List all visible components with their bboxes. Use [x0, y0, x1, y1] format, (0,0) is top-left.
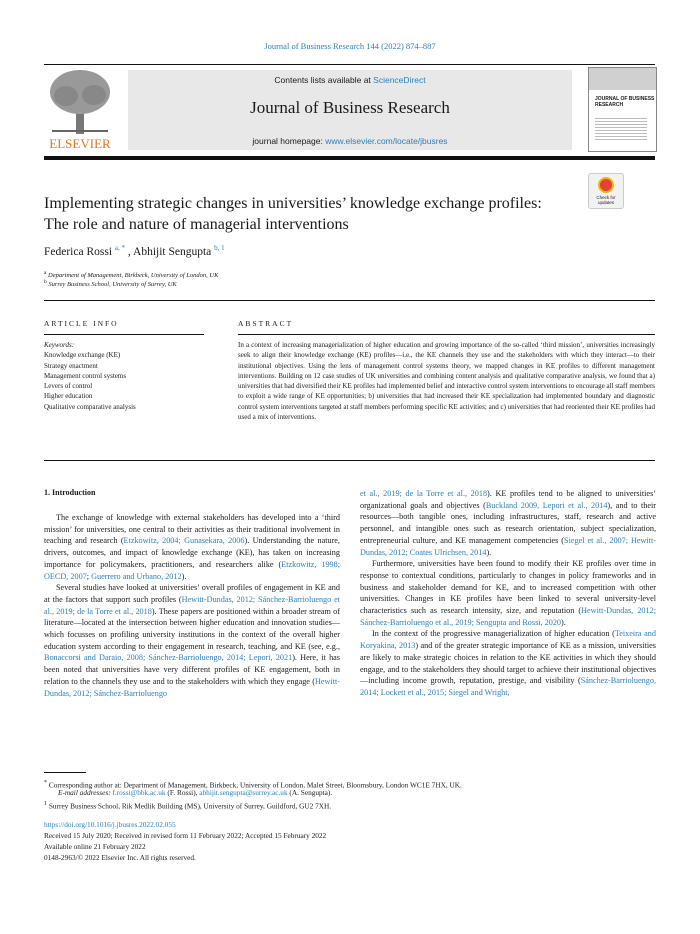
- body-paragraph: [360, 628, 656, 698]
- author-name[interactable]: Federica Rossi: [44, 245, 113, 258]
- body-left-column: [44, 512, 340, 699]
- paragraph-text: Furthermore, universities have been found to modify their KE profiles over time in response to contextual conditions, particularly to changes in policy frameworks and in business and stakeholder demand for KE, and to increased competition with other universities. Changes in KE profiles have been linked to several university-level characteristics such as research intensity, size, and reputation (: [360, 559, 656, 616]
- affiliation-mark: b: [44, 279, 47, 285]
- email-footnote: [58, 788, 658, 798]
- citation-link[interactable]: Guerrero and Urbano, 2012: [91, 571, 182, 581]
- citation-link[interactable]: Hewitt-Dundas, 2012; Sánchez-Barrioluengo et al., 2019; de la Torre et al., 2018: [44, 594, 340, 616]
- author-name[interactable]: Abhijit Sengupta: [133, 245, 212, 258]
- sciencedirect-link[interactable]: ScienceDirect: [373, 75, 426, 85]
- keyword-item: Strategy enactment: [44, 361, 98, 370]
- paragraph-text: ;: [86, 571, 92, 581]
- paragraph-text: ).: [486, 547, 492, 557]
- body-paragraph: [360, 558, 656, 628]
- paragraph-text: ).: [181, 571, 187, 581]
- journal-header-box: [128, 70, 572, 150]
- paragraph-text: ). Here, it has been noted that universities have very different profiles of KE engagement, both in relation to the channels they use and to the stakeholders with which they engage (: [44, 653, 340, 686]
- author-separator: ,: [125, 245, 134, 258]
- author-marks[interactable]: a, *: [114, 244, 126, 252]
- received-dates: Received 15 July 2020; Received in revised form 11 February 2022; Accepted 15 February 2022: [44, 831, 327, 840]
- paragraph-text: ), and to their resources—both tangible ones, including infrastructures, staff, research and active personnel, and intangible ones such as research orientation, subject specialization, entrepreneurial culture, and KE management competencies (: [360, 500, 656, 545]
- journal-title: Journal of Business Research: [250, 98, 450, 117]
- article-info-heading: ARTICLE INFO: [44, 319, 119, 328]
- cover-text-lines: [595, 116, 647, 140]
- article-title: Implementing strategic changes in universities’ knowledge exchange profiles: The role and nature of managerial interventions: [44, 195, 542, 233]
- footnote-rule: [44, 772, 86, 773]
- paragraph-text: ). Understanding the nature, drivers, outcomes, and impact of knowledge exchange (KE), has taken on increasing importance for policymakers, practitioners, and researchers alike (: [44, 536, 340, 569]
- citation-link[interactable]: Teixeira and Koryakina, 2013: [360, 629, 656, 651]
- citation-link[interactable]: Hewitt-Dundas, 2012; Sánchez-Barrioluengo et al., 2019; Sengupta and Rossi, 2020: [360, 606, 656, 627]
- author-list: [44, 244, 225, 258]
- body-paragraph: [44, 512, 340, 582]
- keywords-label: Keywords:: [44, 341, 75, 349]
- citation-link[interactable]: Buckland 2009, Lepori et al., 2014: [485, 500, 608, 510]
- header-bottom-rule: [44, 156, 655, 160]
- corresponding-text: Corresponding author at: Department of Management, Birkbeck, University of London, Malet Street, Bloomsbury, London WC1E 7HX, UK.: [48, 780, 462, 790]
- keyword-item: Levers of control: [44, 382, 93, 391]
- contents-prefix: Contents lists available at: [274, 75, 374, 85]
- citation-link[interactable]: Etzkowitz, 2004; Gunasekara, 2006: [123, 536, 245, 546]
- citation-link[interactable]: Sánchez-Barrioluengo, 2014; Lockett et al., 2015; Siegel and Wright,: [360, 676, 656, 697]
- keywords-block: [44, 340, 204, 412]
- affiliation-mark: a: [44, 270, 47, 276]
- paragraph-text: The exchange of knowledge with external stakeholders has developed into a ‘third mission’ for universities, one central to their activities as their traditional involvement in teaching and research (: [44, 513, 340, 546]
- info-rule: [44, 334, 204, 335]
- paragraph-text: ) and of the greater strategic importance of KE as a mission, universities are likely to make strategic choices in relation to the KE activities in which they should engage, and to the stakeholders they should target to achieve their institutional objectives—including income growth, reputation, prestige, and visibility (: [360, 641, 656, 686]
- paragraph-text: Several studies have looked at universities’ overall profiles of engagement in KE and at the factors that support such profiles (: [44, 583, 340, 604]
- check-updates-label: Check for updates: [596, 195, 616, 205]
- available-online: Available online 21 February 2022: [44, 842, 146, 851]
- paragraph-text: In the context of the progressive managerialization of higher education (: [372, 629, 615, 639]
- citation-link[interactable]: Siegel et al., 2007; Hewitt-Dundas, 2012; Coates Ulrichsen, 2014: [360, 535, 656, 557]
- paragraph-text: ). These papers are positioned within a broader stream of literature—located at the intersection between higher education and innovation studies—which focusses on profiling university institutions in the context of the overall higher education system according to their engagement in research, teaching, and KE (see, e.g.,: [44, 606, 340, 651]
- abstract-text: In a context of increasing managerialization of higher education and growing importance of the so-called ‘third mission’, universities increasingly seek to align their knowledge exchange (KE) profiles—i.e., the KE channels they use and the stakeholders with which they interact—to their institutional objectives. Using the lens of management control systems theory, we mapped changes in KE profiles to different management interventions. Building on 12 case studies of UK universities and combining content analysis and qualitative comparative analysis, we found that a) universities that had diversified their KE profiles had implemented belief and interactive control system interventions to encourage all staff members to exploit a wide range of KE opportunities; b) universities that had increased their KE specialization had implemented boundary and diagnostic control system interventions targeted at staff members performing specific KE activities; and c) universities that had reoriented their KE profiles had used a mix of interventions.: [238, 341, 655, 422]
- homepage-line: [128, 136, 572, 146]
- abstract-rule: [238, 334, 655, 335]
- keyword-item: Management control systems: [44, 371, 127, 380]
- paragraph-text: ).: [561, 617, 566, 627]
- homepage-link[interactable]: www.elsevier.com/locate/jbusres: [325, 136, 448, 146]
- citation-link[interactable]: Hewitt-Dundas, 2012; Sánchez-Barrioluengo: [44, 676, 340, 698]
- header-top-rule: [44, 64, 655, 65]
- abstract-divider: [44, 460, 655, 461]
- doi-link[interactable]: https://doi.org/10.1016/j.jbusres.2022.02.055: [44, 820, 176, 829]
- email-label: E-mail addresses:: [58, 788, 111, 797]
- elsevier-wordmark: ELSEVIER: [49, 136, 111, 150]
- elsevier-tree-logo: [44, 68, 116, 150]
- footnote-mark: *: [44, 780, 48, 786]
- copyright: 0148-2963/© 2022 Elsevier Inc. All rights reserved.: [44, 853, 196, 862]
- keyword-item: Higher education: [44, 392, 93, 401]
- affiliation: [44, 270, 218, 279]
- footnote-mark: 1: [44, 801, 48, 807]
- author-marks[interactable]: b, 1: [214, 244, 225, 252]
- citation-link[interactable]: Etzkowitz, 1998; OECD, 2007: [44, 559, 340, 581]
- check-updates-icon: [598, 177, 614, 193]
- citation-link[interactable]: Bonaccorsi and Daraio, 2008; Sánchez-Barrioluengo, 2014; Lepori, 2021: [44, 653, 293, 663]
- affiliation-text: Surrey Business School, University of Surrey, UK: [48, 281, 177, 289]
- citation-link[interactable]: et al., 2019; de la Torre et al., 2018: [360, 489, 488, 498]
- journal-reference-link[interactable]: Journal of Business Research 144 (2022) 874–887: [264, 41, 436, 51]
- abstract-heading: ABSTRACT: [238, 319, 294, 328]
- section-heading: 1. Introduction: [44, 488, 96, 497]
- keyword-item: Knowledge exchange (KE): [44, 351, 121, 360]
- paragraph-text: ). KE profiles tend to be aligned to universities’ organizational goals and objectives (: [360, 489, 656, 510]
- body-paragraph: [44, 582, 340, 699]
- cover-band: [589, 68, 656, 90]
- journal-cover-image: [588, 67, 657, 152]
- contents-line: [128, 75, 572, 85]
- affiliation: [44, 279, 177, 288]
- affiliation-footnote-text: Surrey Business School, Rik Medlik Building (MS), University of Surrey, Guildford, GU2 7XH.: [48, 801, 332, 811]
- check-for-updates-button[interactable]: [588, 173, 624, 209]
- affiliation-footnote: [44, 799, 644, 811]
- body-paragraph: [360, 488, 656, 558]
- email-owner: (A. Sengupta).: [287, 788, 333, 797]
- email-link[interactable]: abhijit.sengupta@surrey.ac.uk: [199, 788, 288, 797]
- email-owner: (F. Rossi),: [165, 788, 200, 797]
- title-divider: [44, 300, 655, 301]
- cover-title: JOURNAL OF BUSINESS RESEARCH: [595, 96, 655, 108]
- keyword-item: Qualitative comparative analysis: [44, 402, 136, 411]
- homepage-prefix: journal homepage:: [252, 136, 326, 146]
- affiliation-text: Department of Management, Birkbeck, University of London, UK: [48, 272, 219, 280]
- email-link[interactable]: f.rossi@bbk.ac.uk: [112, 788, 166, 797]
- body-right-column: [360, 488, 656, 699]
